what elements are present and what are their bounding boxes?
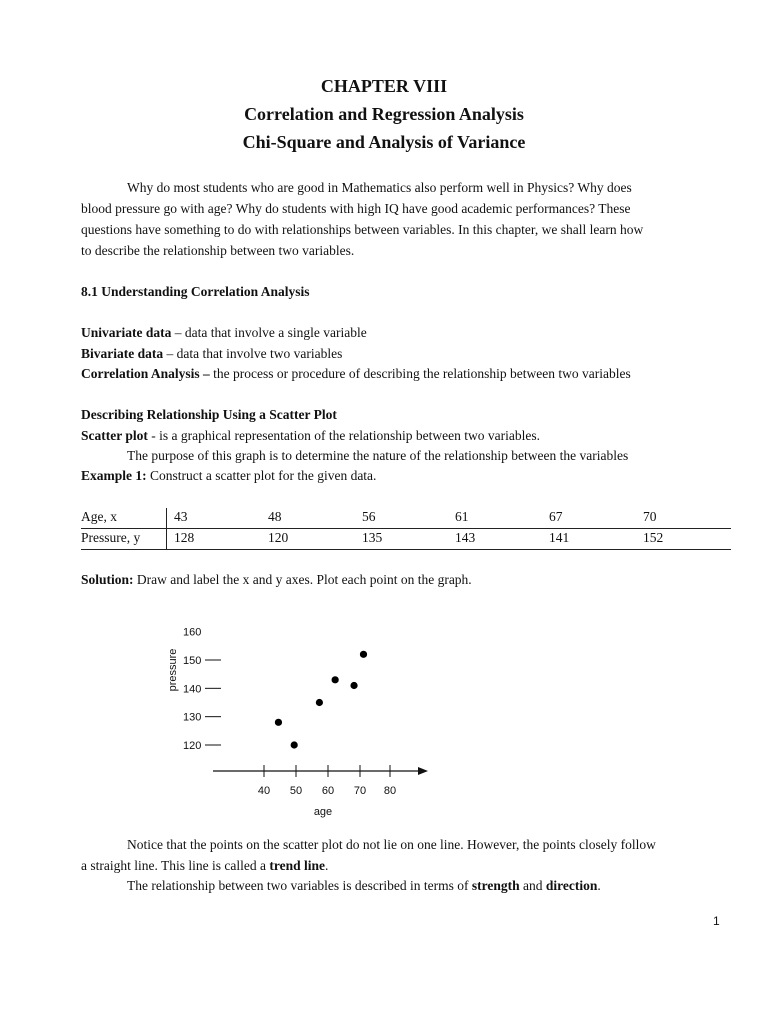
intro-line-4: to describe the relationship between two variables. [81,243,355,258]
page-number: 1 [713,914,720,928]
table-cell: 48 [268,509,282,524]
data-point [332,676,339,683]
table-cell: 120 [268,530,289,545]
table-cell: 43 [174,509,188,524]
x-tick-label: 80 [383,785,397,797]
intro-line-3: questions have something to do with relationships between variables. In this chapter, we shall learn how [81,222,644,237]
intro-line-2: blood pressure go with age? Why do students with high IQ have good academic performances? These [81,201,631,216]
closing-line-3-pre: The relationship between two variables is described in terms of [127,878,472,893]
data-point [291,741,298,748]
chapter-heading: CHAPTER VIII [320,76,448,96]
x-axis-label: age [313,806,333,818]
scatter-term: Scatter plot [81,428,148,443]
example-text: Construct a scatter plot for the given data. [146,468,377,483]
x-tick-label: 70 [353,785,367,797]
closing-line-2 [81,858,328,874]
strength-term: strength [471,878,520,893]
scatter-purpose: The purpose of this graph is to determine the nature of the relationship between the variables [127,448,629,463]
scatter-heading: Describing Relationship Using a Scatter Plot [81,407,337,422]
def-univariate-text: – data that involve a single variable [171,325,367,340]
x-tick-label: 60 [321,785,335,797]
table-cell: 143 [455,530,476,545]
x-tick-label: 50 [289,785,303,797]
def-bivariate-text: – data that involve two variables [163,346,343,361]
table-cell: 67 [549,509,563,524]
closing-line-3-post: . [597,878,601,893]
def-correlation-text: the process or procedure of describing the relationship between two variables [209,366,631,381]
section-title: 8.1 Understanding Correlation Analysis [81,284,310,299]
def-bivariate-term: Bivariate data [81,346,164,361]
data-point [316,699,323,706]
table-label-pressure: Pressure, y [81,530,141,545]
y-tick-label: 130 [183,711,202,724]
def-univariate-term: Univariate data [81,325,172,340]
def-correlation-term: Correlation Analysis – [81,366,210,381]
table-label-age: Age, x [81,509,117,524]
trend-line-term: trend line [269,858,325,873]
table-cell: 56 [362,509,376,524]
table-cell: 128 [174,530,195,545]
closing-line-2-pre: a straight line. This line is called a [81,858,270,873]
example-label: Example 1: [81,468,147,483]
x-tick-label: 40 [257,785,271,797]
table-cell: 135 [362,530,383,545]
x-axis-arrow-icon [418,767,428,775]
chapter-title-1: Correlation and Regression Analysis [244,104,524,124]
table-cell: 141 [549,530,570,545]
table-cell: 152 [643,530,664,545]
direction-term: direction [545,878,598,893]
solution-label: Solution: [81,572,134,587]
closing-line-3-mid: and [519,878,546,893]
closing-line-3 [127,878,601,894]
closing-line-2-post: . [324,858,329,873]
y-axis-label: pressure [167,648,179,692]
closing-line-1: Notice that the points on the scatter plot do not lie on one line. However, the points closely follow [127,837,656,852]
table-cell: 61 [455,509,469,524]
data-point [350,682,357,689]
data-point [275,719,282,726]
y-tick-label: 150 [183,655,202,667]
intro-line-1: Why do most students who are good in Mathematics also perform well in Physics? Why does [127,180,632,195]
table-cell: 70 [643,509,657,524]
solution-text: Draw and label the x and y axes. Plot each point on the graph. [133,572,472,587]
data-point [360,651,367,658]
y-tick-label: 160 [183,626,202,639]
y-tick-label: 140 [183,683,202,696]
scatter-text: - is a graphical representation of the relationship between two variables. [147,428,540,443]
chapter-title-2: Chi-Square and Analysis of Variance [242,132,526,152]
y-tick-label: 120 [183,740,202,752]
